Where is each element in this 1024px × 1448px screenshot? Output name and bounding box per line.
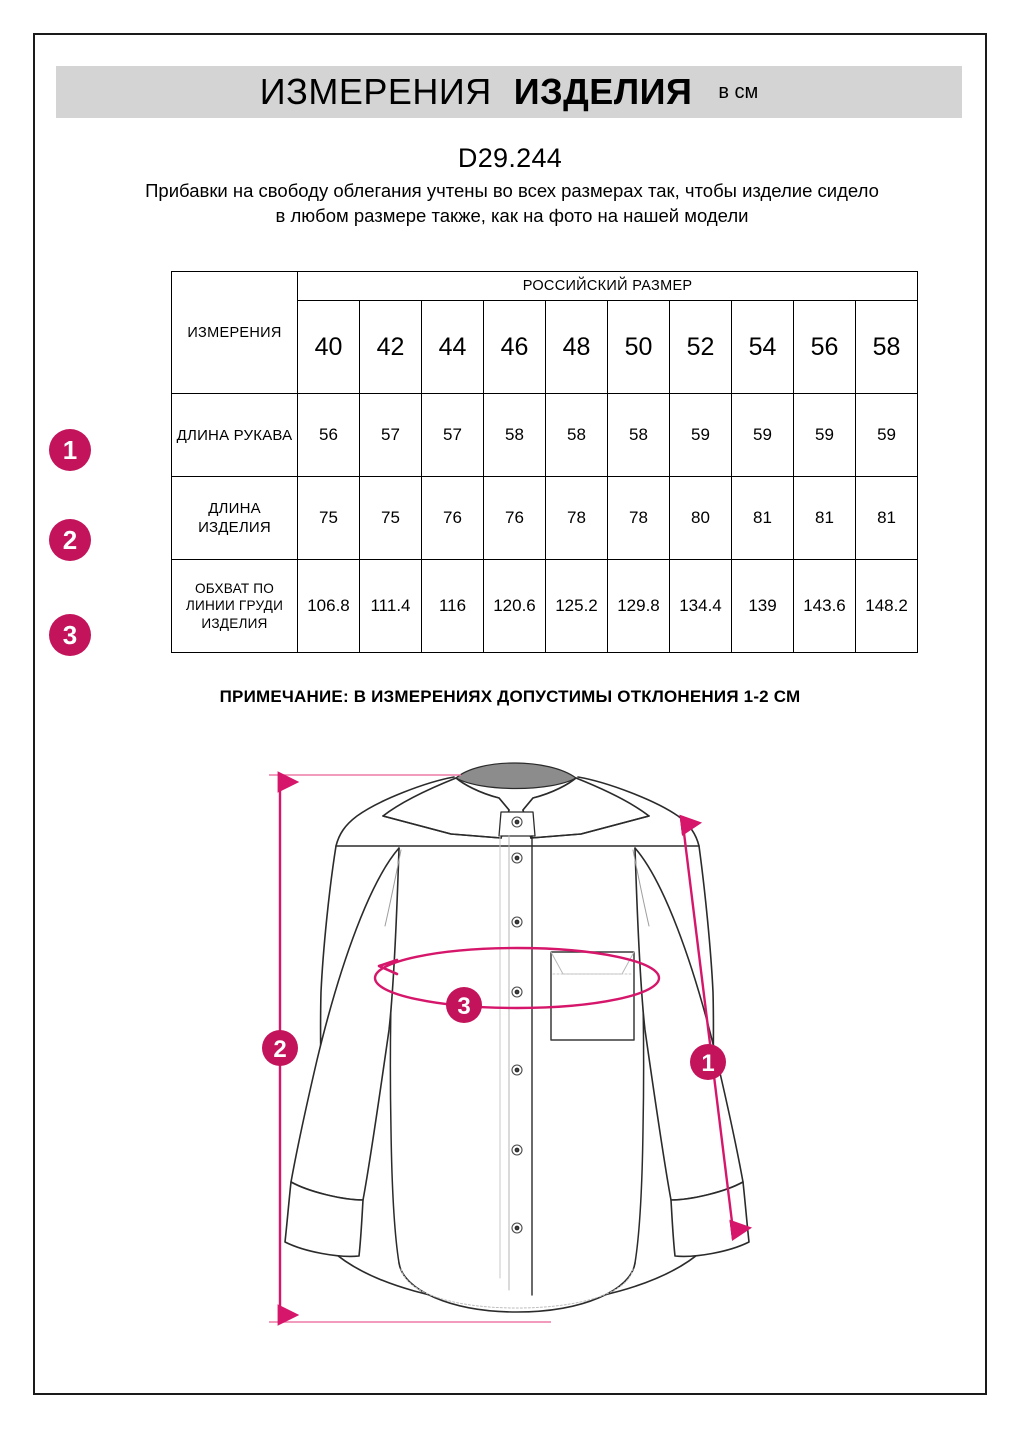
cell-length-40: 75 xyxy=(298,477,360,560)
cell-chest-50: 129.8 xyxy=(608,560,670,653)
cell-length-54: 81 xyxy=(732,477,794,560)
cell-length-56: 81 xyxy=(794,477,856,560)
cell-chest-54: 139 xyxy=(732,560,794,653)
svg-text:1: 1 xyxy=(701,1050,715,1077)
cell-length-50: 78 xyxy=(608,477,670,560)
size-header-58: 58 xyxy=(856,301,918,394)
header-russian-size: РОССИЙСКИЙ РАЗМЕР xyxy=(298,272,918,301)
measurements-table xyxy=(171,271,918,653)
size-header-48: 48 xyxy=(546,301,608,394)
illustration-badge-1 xyxy=(690,1044,726,1080)
title-measurements: ИЗМЕРЕНИЯ xyxy=(259,71,492,112)
svg-text:2: 2 xyxy=(273,1036,287,1063)
measurements-table-wrap xyxy=(171,271,917,653)
row-label-chest-girth: ОБХВАТ ПО ЛИНИИ ГРУДИ ИЗДЕЛИЯ xyxy=(172,560,298,653)
header-measurements-label: ИЗМЕРЕНИЯ xyxy=(172,272,298,394)
row-badge-gutter xyxy=(35,271,171,703)
title-unit: в см xyxy=(718,80,759,103)
cell-chest-40: 106.8 xyxy=(298,560,360,653)
cell-chest-56: 143.6 xyxy=(794,560,856,653)
cell-sleeve-42: 57 xyxy=(360,394,422,477)
size-header-52: 52 xyxy=(670,301,732,394)
row-badge-2: 2 xyxy=(49,519,91,561)
cell-sleeve-50: 58 xyxy=(608,394,670,477)
cell-length-58: 81 xyxy=(856,477,918,560)
cell-length-44: 76 xyxy=(422,477,484,560)
size-header-50: 50 xyxy=(608,301,670,394)
product-description: Прибавки на свободу облегания учтены во всех размерах так, чтобы изделие сидело в любом размере также, как на фото на нашей модели xyxy=(145,180,879,226)
illustration-badge-2 xyxy=(262,1030,298,1066)
illustration-badge-3 xyxy=(446,987,482,1023)
deviation-note: ПРИМЕЧАНИЕ: В ИЗМЕРЕНИЯХ ДОПУСТИМЫ ОТКЛОНЕНИЯ 1-2 СМ xyxy=(219,687,801,706)
cell-sleeve-44: 57 xyxy=(422,394,484,477)
cell-sleeve-58: 59 xyxy=(856,394,918,477)
table-row xyxy=(172,560,918,653)
cell-length-42: 75 xyxy=(360,477,422,560)
cell-length-46: 76 xyxy=(484,477,546,560)
cell-sleeve-48: 58 xyxy=(546,394,608,477)
cell-sleeve-56: 59 xyxy=(794,394,856,477)
cell-length-48: 78 xyxy=(546,477,608,560)
cell-sleeve-54: 59 xyxy=(732,394,794,477)
cell-chest-58: 148.2 xyxy=(856,560,918,653)
cell-chest-44: 116 xyxy=(422,560,484,653)
product-code: D29.244 xyxy=(457,143,563,173)
size-header-56: 56 xyxy=(794,301,856,394)
row-badge-1: 1 xyxy=(49,429,91,471)
cell-chest-42: 111.4 xyxy=(360,560,422,653)
size-header-44: 44 xyxy=(422,301,484,394)
row-label-garment-length: ДЛИНА ИЗДЕЛИЯ xyxy=(172,477,298,560)
cell-sleeve-40: 56 xyxy=(298,394,360,477)
row-label-sleeve-length: ДЛИНА РУКАВА xyxy=(172,394,298,477)
shirt-drawing-icon xyxy=(285,763,749,1312)
size-header-40: 40 xyxy=(298,301,360,394)
table-row xyxy=(172,394,918,477)
title-band xyxy=(56,66,962,118)
cell-chest-46: 120.6 xyxy=(484,560,546,653)
row-badge-3: 3 xyxy=(49,614,91,656)
cell-sleeve-46: 58 xyxy=(484,394,546,477)
svg-text:3: 3 xyxy=(457,993,471,1020)
shirt-illustration xyxy=(251,730,781,1370)
title-product: ИЗДЕЛИЯ xyxy=(513,71,693,112)
cell-length-52: 80 xyxy=(670,477,732,560)
table-row xyxy=(172,477,918,560)
size-header-42: 42 xyxy=(360,301,422,394)
table-header-group-row xyxy=(172,272,918,301)
size-chart-page xyxy=(33,33,987,1395)
cell-chest-52: 134.4 xyxy=(670,560,732,653)
cell-chest-48: 125.2 xyxy=(546,560,608,653)
size-header-46: 46 xyxy=(484,301,546,394)
size-header-54: 54 xyxy=(732,301,794,394)
cell-sleeve-52: 59 xyxy=(670,394,732,477)
